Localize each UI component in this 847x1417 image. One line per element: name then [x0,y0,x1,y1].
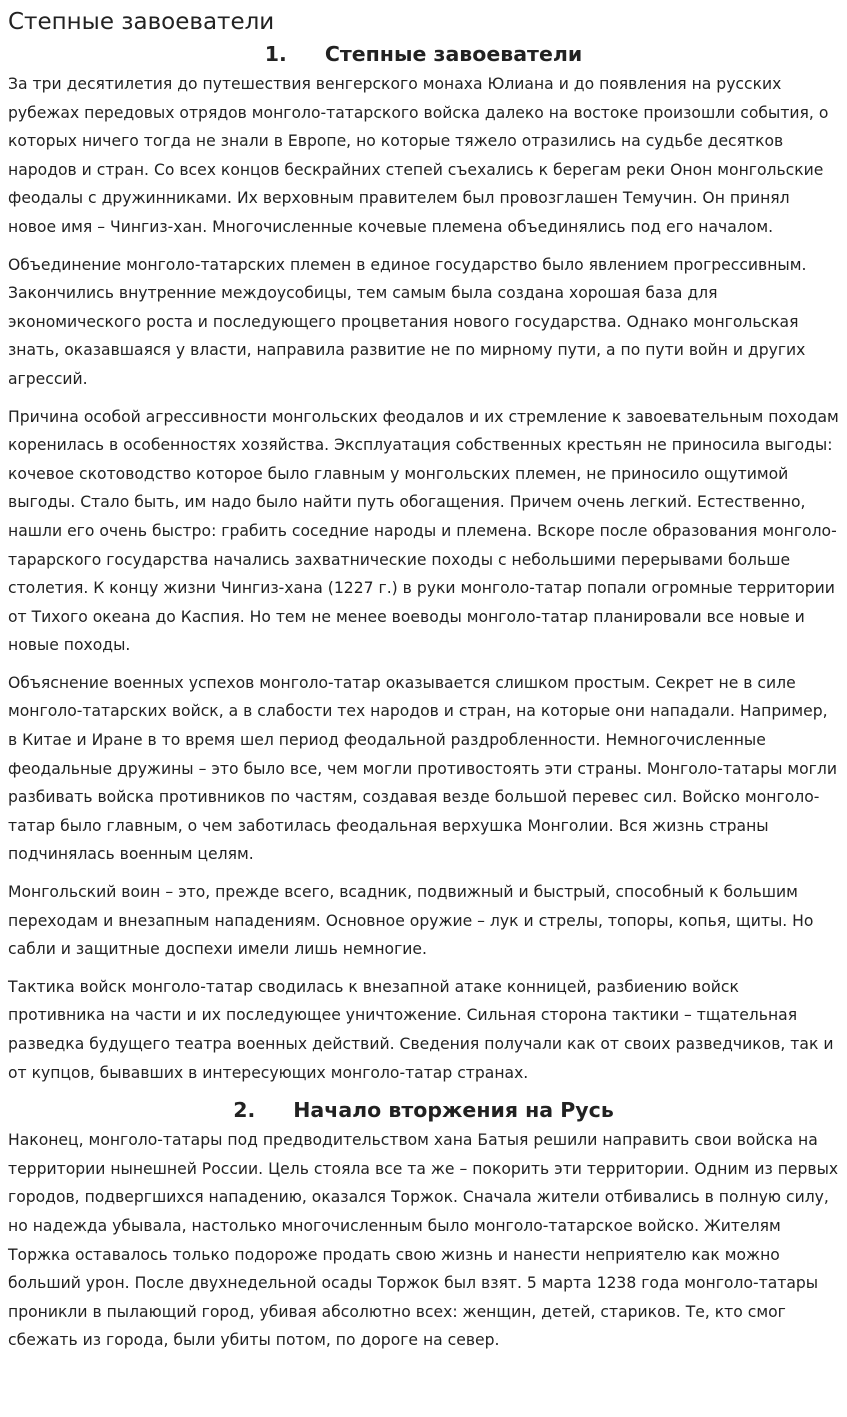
section-number: 2. [233,1098,256,1123]
paragraph: Монгольский воин – это, прежде всего, всадник, подвижный и быстрый, способный к большим переходам и внезапным нападениям. Основное оружие – лук и стрелы, топоры, копья, щиты. Но сабли и защитные доспехи имели лишь немногие. [8,883,814,959]
section-1 [8,40,839,1087]
section-title: Начало вторжения на Русь [293,1098,614,1123]
paragraph: Причина особой агрессивности монгольских феодалов и их стремление к завоевательным походам коренилась в особенностях хозяйства. Эксплуатация собственных крестьян не приносила выгоды: кочевое скотоводство которое было главным у монгольских племен, не приносило ощутимой выгоды. Стало быть, им надо было найти путь обогащения. Причем очень легкий. Естественно, нашли его очень быстро: грабить соседние народы и племена. Вскоре после образования монголо-тарарского государства начались захватнические походы с небольшими перерывами больше столетия. К концу жизни Чингиз-хана (1227 г.) в руки монголо-татар попали огромные территории от Тихого океана до Каспия. Но тем не менее воеводы монголо-татар планировали все новые и новые походы. [8,407,839,655]
section-heading [8,1096,839,1124]
paragraph: Объединение монголо-татарских племен в единое государство было явлением прогрессивным. Закончились внутренние междоусобицы, тем самым была создана хорошая база для экономического роста и последующего процветания нового государства. Однако монгольская знать, оказавшаяся у власти, направила развитие не по мирному пути, а по пути войн и других агрессий. [8,255,807,388]
paragraph: Объяснение военных успехов монголо-татар оказывается слишком простым. Секрет не в силе монголо-татарских войск, а в слабости тех народов и стран, на которые они нападали. Например, в Китае и Иране в то время шел период феодальной раздробленности. Немногочисленные феодальные дружины – это было все, чем могли противостоять эти страны. Монголо-татары могли разбивать войска противников по частям, создавая везде большой перевес сил. Войско монголо-татар было главным, о чем заботилась феодальная верхушка Монголии. Вся жизнь страны подчинялась военным целям. [8,673,837,864]
section-2 [8,1096,839,1355]
paragraph: Тактика войск монголо-татар сводилась к внезапной атаке конницей, разбиению войск противника на части и их последующее уничтожение. Сильная сторона тактики – тщательная разведка будущего театра военных действий. Сведения получали как от своих разведчиков, так и от купцов, бывавших в интересующих монголо-татар странах. [8,977,834,1082]
section-number: 1. [264,42,287,66]
section-heading [8,40,839,68]
paragraph: За три десятилетия до путешествия венгерского монаха Юлиана и до появления на русских рубежах передовых отрядов монголо-татарского войска далеко на востоке произошли события, о которых ничего тогда не знали в Европе, но которые тяжело отразились на судьбе десятков народов и стран. Со всех концов бескрайних степей съехались к берегам реки Онон монгольские феодалы с дружинниками. Их верховным правителем был провозглашен Темучин. Он принял новое имя – Чингиз-хан. Многочисленные кочевые племена объединялись под его началом. [8,75,829,236]
paragraph: Наконец, монголо-татары под предводительством хана Батыя решили направить свои войска на территории нынешней России. Цель стояла все та же – покорить эти территории. Одним из первых городов, подвергшихся нападению, оказался Торжок. Сначала жители отбивались в полную силу, но надежда убывала, настолько многочисленным было монголо-татарское войско. Жителям Торжка оставалось только подороже продать свою жизнь и нанести неприятелю как можно больший урон. После двухнедельной осады Торжок был взят. 5 марта 1238 года монголо-татары проникли в пылающий город, убивая абсолютно всех: женщин, детей, стариков. Те, кто смог сбежать из города, были убиты потом, по дороге на север. [8,1131,839,1350]
section-title: Степные завоеватели [324,42,583,66]
document-title: Степные завоеватели [8,9,275,35]
